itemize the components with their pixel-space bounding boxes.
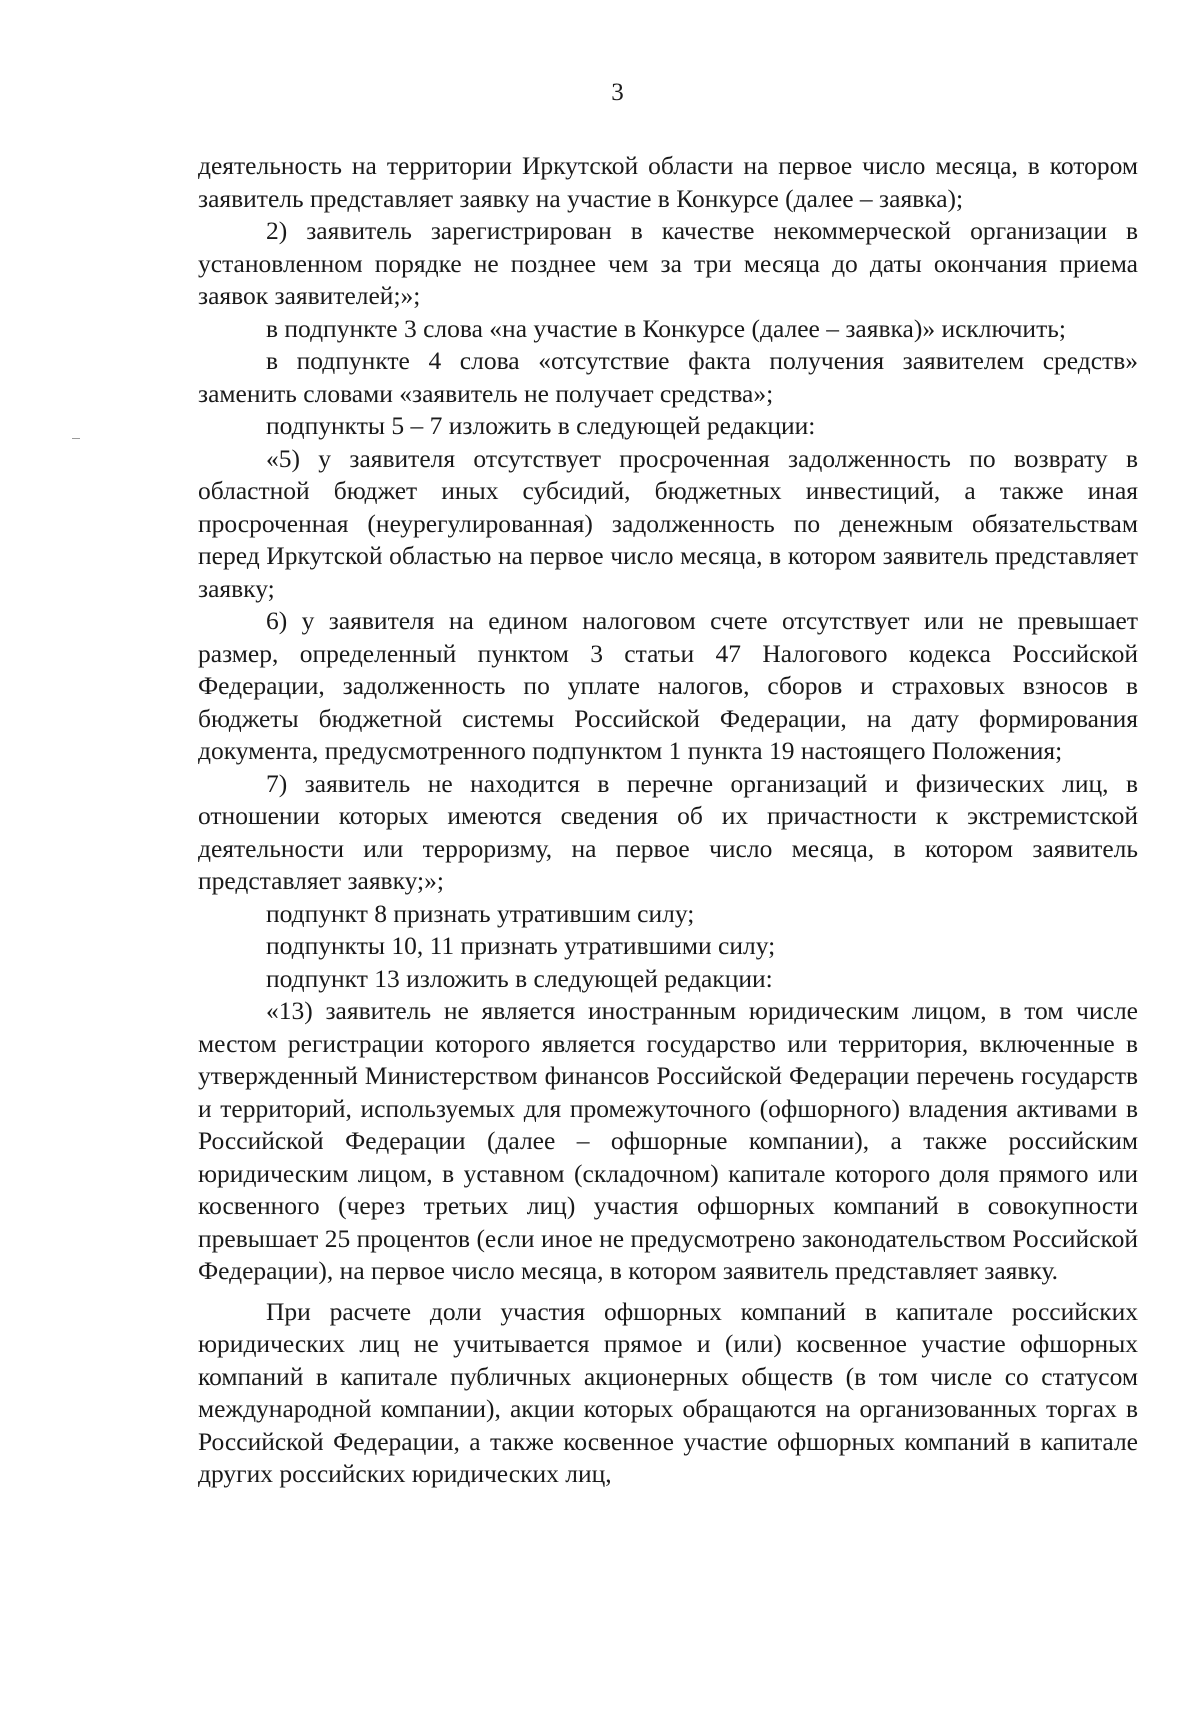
paragraph-subpoints-10-11-void: подпункты 10, 11 признать утратившими силу;: [266, 931, 776, 960]
paragraph-continuation: деятельность на территории Иркутской области на первое число месяца, в котором заявитель представляет заявку на участие в Конкурсе (далее – заявка);: [198, 151, 1138, 213]
paragraph-item-7: 7) заявитель не находится в перечне организаций и физических лиц, в отношении которых имеются сведения об их причастности к экстремистской деятельности или терроризму, на первое число месяца, в котором заявитель представляет заявку;»;: [198, 768, 1138, 895]
paragraph-item-5: «5) у заявителя отсутствует просроченная задолженность по возврату в областной бюджет иных субсидий, бюджетных инвестиций, а также иная просроченная (неурегулированная) задолженность по денежным обязательствам перед Иркутской областью на первое число месяца, в котором заявитель представляет заявку;: [198, 443, 1138, 603]
paragraph-subpoint-13-intro: подпункт 13 изложить в следующей редакции:: [266, 963, 773, 993]
paragraph-item-6: 6) у заявителя на едином налоговом счете отсутствует или не превышает размер, определенный пунктом 3 статьи 47 Налогового кодекса Российской Федерации, задолженность по уплате налогов, сборов и страховых взносов в бюджеты бюджетной системы Российской Федерации, на дату формирования документа, предусмотренного подпунктом 1 пункта 19 настоящего Положения;: [198, 606, 1138, 765]
paragraph-subpoint-4-amendment: в подпункте 4 слова «отсутствие факта получения заявителем средств» заменить словами «заявитель не получает средства»;: [198, 346, 1138, 408]
paragraph-subpoints-5-7-intro: подпункты 5 – 7 изложить в следующей редакции:: [266, 411, 816, 440]
document-body: [198, 150, 1138, 1491]
paragraph-item-2: 2) заявитель зарегистрирован в качестве некоммерческой организации в установленном порядке не позднее чем за три месяца до даты окончания приема заявок заявителей;»;: [198, 216, 1138, 310]
paragraph-subpoint-3-amendment: в подпункте 3 слова «на участие в Конкурсе (далее – заявка)» исключить;: [266, 313, 1066, 343]
paragraph-subpoint-8-void: подпункт 8 признать утратившим силу;: [266, 898, 695, 928]
page-number: 3: [611, 79, 624, 106]
paragraph-offshore-calculation: При расчете доли участия офшорных компаний в капитале российских юридических лиц не учитывается прямое и (или) косвенное участие офшорных компаний в капитале публичных акционерных обществ (в том числе со статусом международной компании), акции которых обращаются на организованных торгах в Российской Федерации, а также косвенное участие офшорных компаний в капитале других российских юридических лиц,: [198, 1296, 1138, 1488]
margin-mark: [72, 438, 80, 439]
paragraph-item-13: «13) заявитель не является иностранным юридическим лицом, в том числе местом регистрации которого является государство или территория, включенные в утвержденный Министерством финансов Российской Федерации перечень государств и территорий, используемых для промежуточного (офшорного) владения активами в Российской Федерации (далее – офшорные компании), а также российским юридическим лицом, в уставном (складочном) капитале которого доля прямого или косвенного (через третьих лиц) участия офшорных компаний в совокупности превышает 25 процентов (если иное не предусмотрено законодательством Российской Федерации), на первое число месяца, в котором заявитель представляет заявку.: [198, 996, 1138, 1285]
